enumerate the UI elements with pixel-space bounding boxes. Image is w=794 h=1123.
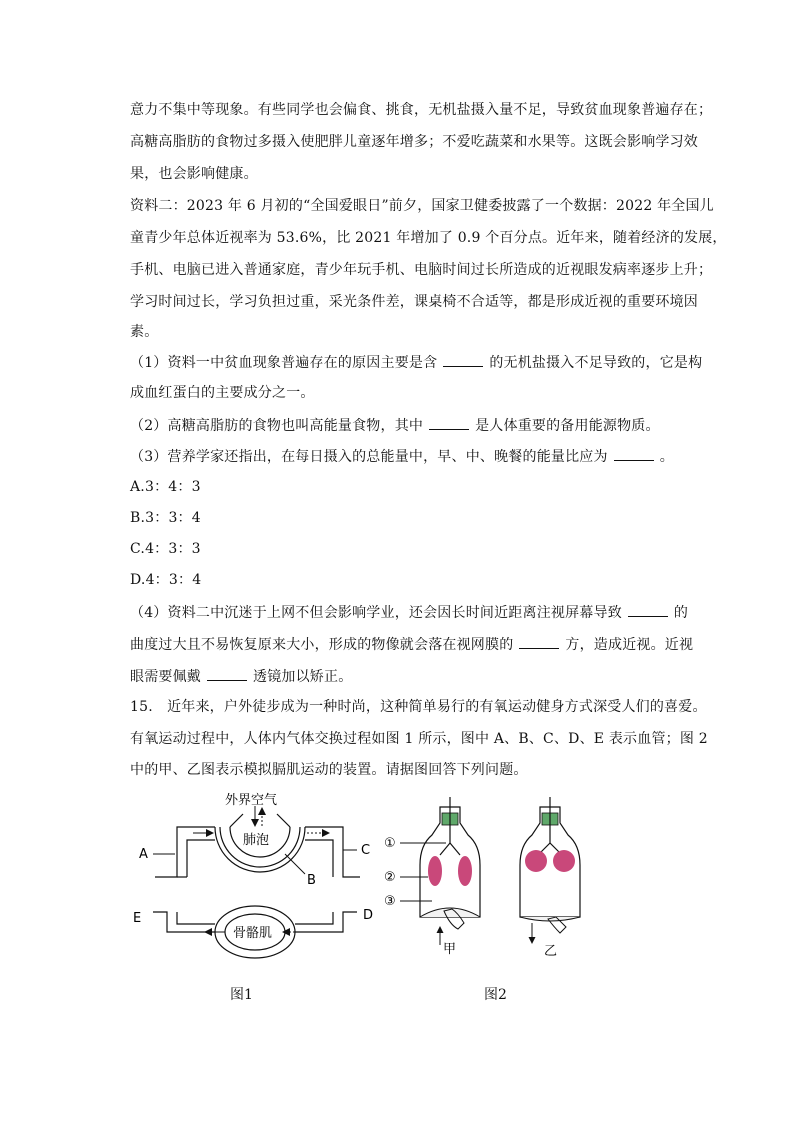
figure-1 bbox=[125, 782, 385, 972]
label-e: E bbox=[133, 911, 142, 926]
marker-3: ③ bbox=[384, 894, 396, 909]
material2-line2: 童青少年总体近视率为 53.6%，比 2021 年增加了 0.9 个百分点。近年来，随着经济的发展， bbox=[130, 230, 727, 246]
label-c: C bbox=[361, 843, 371, 858]
option-b[interactable]: B.3：3：4 bbox=[130, 510, 201, 526]
question-4-text-b: 的 bbox=[673, 605, 689, 621]
alveolus-label: 肺泡 bbox=[243, 833, 270, 848]
label-a: A bbox=[139, 847, 148, 862]
material2-line5: 素。 bbox=[130, 324, 159, 340]
material2-line1: 资料二：2023 年 6 月初的“全国爱眼日”前夕，国家卫健委披露了一个数据：2022 年全国儿 bbox=[130, 198, 714, 214]
question-1-text-b: 的无机盐摄入不足导致的，它是构 bbox=[489, 355, 703, 371]
question-4-line1 bbox=[130, 602, 700, 623]
answer-blank-3[interactable] bbox=[614, 446, 654, 461]
figure-1-caption: 图1 bbox=[230, 987, 253, 1003]
jia-label: 甲 bbox=[443, 942, 457, 957]
figure-1-diagram bbox=[125, 782, 385, 972]
label-d: D bbox=[363, 908, 374, 923]
question-4-text-f: 透镜加以矫正。 bbox=[253, 669, 353, 685]
answer-blank-4[interactable] bbox=[628, 602, 668, 617]
answer-blank-5[interactable] bbox=[519, 634, 559, 649]
question-3-text-a: （3）营养学家还指出，在每日摄入的总能量中，早、中、晚餐的能量比应为 bbox=[130, 449, 608, 465]
label-b: B bbox=[307, 873, 316, 888]
question-15-line2: 有氧运动过程中，人体内气体交换过程如图 1 所示，图中 A、B、C、D、E 表示血管；图 2 bbox=[130, 731, 708, 747]
question-1-line1 bbox=[130, 352, 703, 373]
question-4-text-d: 方，造成近视。近视 bbox=[565, 637, 694, 653]
option-d[interactable]: D.4：3：4 bbox=[130, 572, 202, 588]
option-c[interactable]: C.4：3：3 bbox=[130, 541, 201, 557]
question-4-text-e: 眼需要佩戴 bbox=[130, 669, 201, 685]
question-2 bbox=[130, 415, 700, 436]
figure-2-caption: 图2 bbox=[484, 987, 507, 1003]
marker-2: ② bbox=[384, 870, 396, 885]
question-2-text-a: （2）高糖高脂肪的食物也叫高能量食物，其中 bbox=[130, 418, 424, 434]
figure-2-diagram bbox=[380, 795, 590, 965]
question-1-line2: 成血红蛋白的主要成分之一。 bbox=[130, 385, 315, 401]
figure-2 bbox=[380, 795, 590, 965]
question-4-line2 bbox=[130, 634, 700, 655]
marker-1: ① bbox=[384, 836, 396, 851]
question-4-text-a: （4）资料二中沉迷于上网不但会影响学业，还会因长时间近距离注视屏幕导致 bbox=[130, 605, 622, 621]
option-a[interactable]: A.3：4：3 bbox=[130, 479, 201, 495]
answer-blank-2[interactable] bbox=[429, 415, 469, 430]
question-4-line3 bbox=[130, 666, 700, 687]
question-15-line1: 15. 近年来，户外徒步成为一种时尚，这种简单易行的有氧运动健身方式深受人们的喜爱。 bbox=[130, 699, 707, 715]
material1-line3: 果，也会影响健康。 bbox=[130, 166, 258, 182]
material2-line4: 学习时间过长，学习负担过重，采光条件差，课桌椅不合适等，都是形成近视的重要环境因 bbox=[130, 294, 698, 310]
question-2-text-b: 是人体重要的备用能源物质。 bbox=[475, 418, 660, 434]
outside-air-label: 外界空气 bbox=[225, 793, 278, 808]
question-15-line3: 中的甲、乙图表示模拟膈肌运动的装置。请据图回答下列问题。 bbox=[130, 762, 528, 778]
material1-line1: 意力不集中等现象。有些同学也会偏食、挑食，无机盐摄入量不足，导致贫血现象普遍存在； bbox=[130, 102, 713, 118]
question-3-text-b: 。 bbox=[659, 449, 674, 465]
answer-blank-6[interactable] bbox=[207, 666, 247, 681]
question-4-text-c: 曲度过大且不易恢复原来大小，形成的物像就会落在视网膜的 bbox=[130, 637, 514, 653]
material2-line3: 手机、电脑已进入普通家庭，青少年玩手机、电脑时间过长所造成的近视眼发病率逐步上升； bbox=[130, 262, 713, 278]
skeletal-muscle-label: 骨骼肌 bbox=[233, 926, 273, 941]
question-3 bbox=[130, 446, 700, 467]
question-1-text-a: （1）资料一中贫血现象普遍存在的原因主要是含 bbox=[130, 355, 438, 371]
answer-blank-1[interactable] bbox=[443, 352, 483, 367]
yi-label: 乙 bbox=[544, 944, 558, 959]
material1-line2: 高糖高脂肪的食物过多摄入使肥胖儿童逐年增多；不爱吃蔬菜和水果等。这既会影响学习效 bbox=[130, 134, 698, 150]
